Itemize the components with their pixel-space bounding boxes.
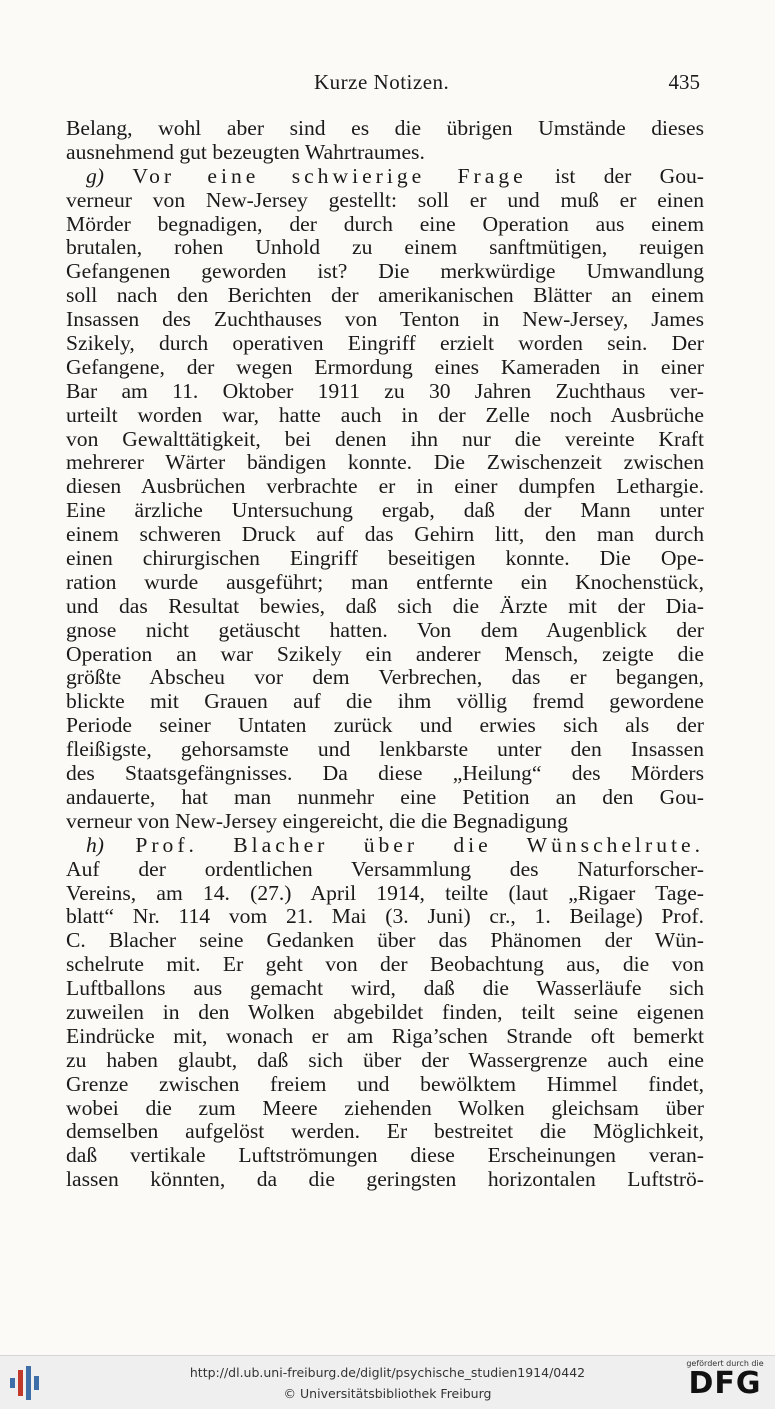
text-line: Operation an war Szikely ein anderer Mensch, zeigte die: [66, 642, 704, 666]
text-line: Auf der ordentlichen Versammlung des Naturforscher-: [66, 857, 704, 881]
copyright-notice: © Universitätsbibliothek Freiburg: [283, 1386, 492, 1401]
text-line: ration wurde ausgeführt; man entfernte ein Knochenstück,: [66, 570, 704, 594]
dfg-funding-text: gefördert durch die: [686, 1359, 764, 1368]
text-line: diesen Ausbrüchen verbrachte er in einer dumpfen Lethargie.: [66, 475, 704, 499]
text-line: einen chirurgischen Eingriff beseitigen konnte. Die Ope-: [66, 547, 704, 571]
text-line: Mörder begnadigen, der durch eine Operation aus einem: [66, 212, 704, 236]
text-line: zu haben glaubt, daß sich über der Wassergrenze auch eine: [66, 1048, 704, 1072]
paragraph-g: [66, 165, 704, 834]
text-line: zuweilen in den Wolken abgebildet finden, teilt seine eigenen: [66, 1000, 704, 1024]
section-marker: g): [86, 164, 104, 188]
text-line: soll nach den Berichten der amerikanischen Blätter an einem: [66, 284, 704, 308]
dfg-logo-text: DFG: [688, 1366, 762, 1401]
spaced-lead: Prof. Blacher über die Wünschelrute.: [135, 833, 704, 857]
text-line: Grenze zwischen freiem und bewölktem Himmel findet,: [66, 1072, 704, 1096]
text-line: größte Abscheu vor dem Verbrechen, das er begangen,: [66, 666, 704, 690]
text-line: Gefangene, der wegen Ermordung eines Kameraden in einer: [66, 355, 704, 379]
text-line: C. Blacher seine Gedanken über das Phänomen der Wün-: [66, 929, 704, 953]
text-line: Szikely, durch operativen Eingriff erzielt worden sein. Der: [66, 332, 704, 356]
body-text: [66, 117, 704, 1192]
text-line: von Gewalttätigkeit, bei denen ihn nur die vereinte Kraft: [66, 427, 704, 451]
text-line: wobei die zum Meere ziehenden Wolken gleichsam über: [66, 1096, 704, 1120]
text-fragment: ist der Gou-: [526, 164, 704, 188]
text-line: Bar am 11. Oktober 1911 zu 30 Jahren Zuchthaus ver-: [66, 379, 704, 403]
text-line: andauerte, hat man nunmehr eine Petition an den Gou-: [66, 785, 704, 809]
text-line: Eine ärzliche Untersuchung ergab, daß der Mann unter: [66, 499, 704, 523]
spaced-lead: Vor eine schwierige Frage: [132, 164, 527, 188]
text-line: demselben aufgelöst werden. Er bestreitet die Möglichkeit,: [66, 1120, 704, 1144]
text-line: brutalen, rohen Unhold zu einem sanftmütigen, reuigen: [66, 236, 704, 260]
page-number: 435: [668, 70, 700, 94]
text-line: einem schweren Druck auf das Gehirn litt, den man durch: [66, 523, 704, 547]
permalink-url[interactable]: http://dl.ub.uni-freiburg.de/diglit/psychische_studien1914/0442: [189, 1365, 586, 1380]
text-line: urteilt worden war, hatte auch in der Zelle noch Ausbrüche: [66, 403, 704, 427]
section-marker: h): [86, 833, 104, 857]
running-title: Kurze Notizen.: [314, 70, 450, 94]
running-header: [66, 70, 704, 100]
text-line: mehrerer Wärter bändigen konnte. Die Zwischenzeit zwischen: [66, 451, 704, 475]
text-line: und das Resultat bewies, daß sich die Ärzte mit der Dia-: [66, 594, 704, 618]
paragraph-h-first-line: [66, 834, 704, 858]
paragraph-g-first-line: [66, 165, 704, 189]
text-line: Periode seiner Untaten zurück und erwies sich als der: [66, 714, 704, 738]
text-line: blatt“ Nr. 114 vom 21. Mai (3. Juni) cr., 1. Beilage) Prof.: [66, 905, 704, 929]
dfg-logo[interactable]: [685, 1359, 765, 1405]
text-line: Insassen des Zuchthauses von Tenton in New-Jersey, James: [66, 308, 704, 332]
paragraph-continuation: [66, 117, 704, 165]
text-line: Gefangenen geworden ist? Die merkwürdige Umwandlung: [66, 260, 704, 284]
text-line: Eindrücke mit, wonach er am Riga’schen Strande oft bemerkt: [66, 1024, 704, 1048]
text-line: verneur von New-Jersey gestellt: soll er und muß er einen: [66, 188, 704, 212]
text-line: blickte mit Grauen auf die ihm völlig fremd gewordene: [66, 690, 704, 714]
paragraph-h: [66, 834, 704, 1192]
viewer-footer: [0, 1355, 775, 1409]
text-line: gnose nicht getäuscht hatten. Von dem Augenblick der: [66, 618, 704, 642]
text-line: daß vertikale Luftströmungen diese Erscheinungen veran-: [66, 1144, 704, 1168]
text-line: Belang, wohl aber sind es die übrigen Umstände dieses: [66, 117, 704, 140]
text-line: des Staatsgefängnisses. Da diese „Heilung“ des Mörders: [66, 762, 704, 786]
text-line: Vereins, am 14. (27.) April 1914, teilte (laut „Rigaer Tage-: [66, 881, 704, 905]
text-line: ausnehmend gut bezeugten Wahrtraumes.: [66, 140, 425, 164]
text-line: verneur von New-Jersey eingereicht, die die Begnadigung: [66, 809, 568, 833]
text-line: Luftballons aus gemacht wird, daß die Wasserläufe sich: [66, 977, 704, 1001]
text-line: schelrute mit. Er geht von der Beobachtung aus, die von: [66, 953, 704, 977]
text-line: fleißigste, gehorsamste und lenkbarste unter den Insassen: [66, 738, 704, 762]
text-line: lassen könnten, da die geringsten horizontalen Luftströ-: [66, 1168, 704, 1192]
